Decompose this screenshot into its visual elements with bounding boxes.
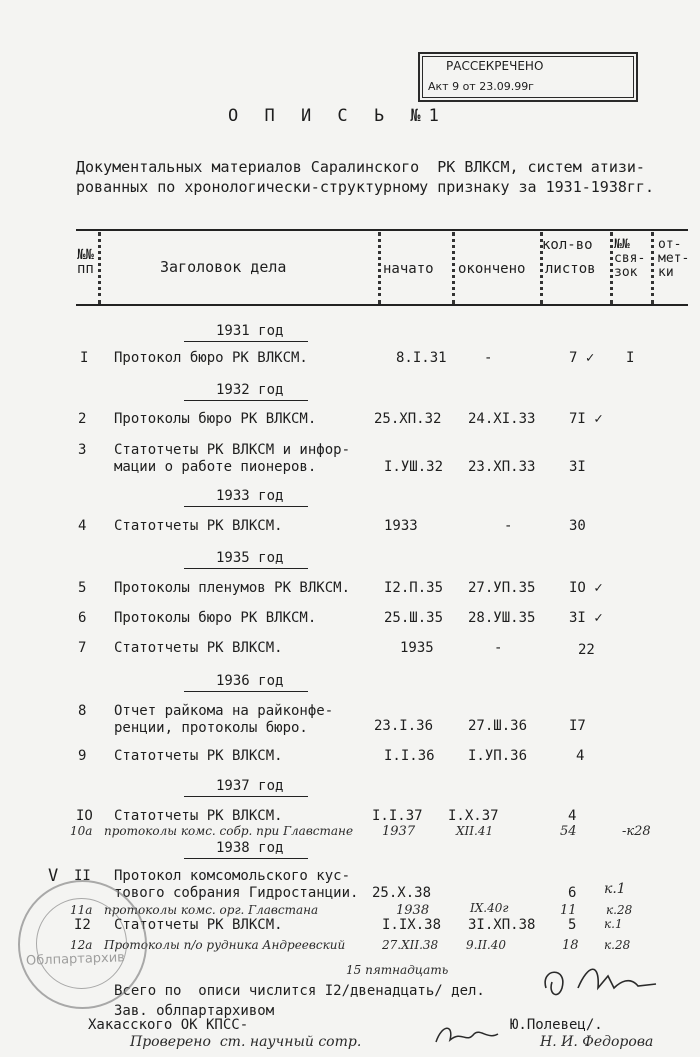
- declassified-stamp: [418, 52, 638, 102]
- row-start: 27.XII.38: [382, 938, 439, 952]
- row-start: I.I.36: [384, 748, 435, 764]
- row-number: 11а: [70, 903, 93, 917]
- row-end: 27.УП.35: [468, 580, 536, 596]
- row-number: 7: [78, 640, 87, 656]
- checker-signature: [432, 1020, 502, 1054]
- col-header-heading: Заголовок дела: [160, 258, 287, 276]
- row-title: Протокол комсомольского кус- тового собрания Гидростанции.: [114, 868, 359, 901]
- check-mark: V: [48, 866, 59, 886]
- archive-seal: [18, 880, 147, 1009]
- year-heading: 1938 год: [216, 840, 284, 856]
- footer-name: Ю.Полевец/.: [510, 1017, 603, 1033]
- year-underline: [184, 858, 308, 859]
- row-sheets: 11: [560, 903, 577, 918]
- row-start: I.IX.38: [382, 917, 442, 933]
- row-end: 3I.ХП.38: [468, 917, 536, 933]
- year-underline: [184, 568, 308, 569]
- row-number: 6: [78, 610, 87, 626]
- row-end: 9.II.40: [466, 938, 507, 952]
- row-sheets: 7 ✓: [569, 350, 595, 366]
- row-number: IO: [76, 808, 93, 824]
- row-end: 24.XI.33: [468, 411, 536, 427]
- row-bundle: к.1: [604, 881, 626, 897]
- col-header-sheets: листов: [545, 261, 596, 277]
- year-heading: 1933 год: [216, 488, 284, 504]
- row-sheets: 22: [578, 642, 595, 658]
- row-start: 25.Ш.35: [384, 610, 444, 626]
- row-sheets: 3I: [569, 459, 586, 475]
- row-sheets: 4: [576, 748, 585, 764]
- row-title: Статотчеты РК ВЛКСМ и инфор- мации о работе пионеров.: [114, 442, 351, 475]
- row-bundle: к.28: [604, 938, 631, 952]
- row-end: 28.УШ.35: [468, 610, 536, 626]
- row-number: 4: [78, 518, 87, 534]
- row-title: Протоколы бюро РК ВЛКСМ.: [114, 610, 317, 626]
- row-title: Статотчеты РК ВЛКСМ.: [114, 518, 283, 534]
- row-sheets: 54: [560, 824, 577, 839]
- row-bundle: I: [626, 350, 635, 366]
- footer-position-line-2: Хакасского ОК КПСС-: [88, 1017, 249, 1033]
- row-end: -: [504, 518, 513, 534]
- col-header-count: кол-во: [542, 237, 593, 253]
- year-underline: [184, 400, 308, 401]
- row-number: 5: [78, 580, 87, 596]
- row-sheets: 4: [568, 808, 577, 824]
- column-divider: [651, 232, 654, 304]
- column-divider: [610, 232, 613, 304]
- row-end: 23.ХП.33: [468, 459, 536, 475]
- row-title: Протокол бюро РК ВЛКСМ.: [114, 350, 308, 366]
- year-heading: 1935 год: [216, 550, 284, 566]
- row-sheets: IO ✓: [569, 580, 603, 596]
- row-start: I.УШ.32: [384, 459, 444, 475]
- row-sheets: 5: [568, 917, 577, 933]
- row-start: 23.I.36: [374, 718, 434, 734]
- document-title: О П И С Ь №1: [228, 106, 447, 126]
- row-title: Отчет райкома на райконфе- ренции, протоколы бюро.: [114, 703, 334, 736]
- row-number: 10а: [70, 824, 93, 838]
- footer-checker: Н. И. Федорова: [540, 1034, 654, 1050]
- year-underline: [184, 691, 308, 692]
- row-title: Протоколы пленумов РК ВЛКСМ.: [114, 580, 351, 596]
- year-heading: 1936 год: [216, 673, 284, 689]
- row-end: I.X.37: [448, 808, 499, 824]
- row-sheets: 3I ✓: [569, 610, 603, 626]
- row-title: Статотчеты РК ВЛКСМ.: [114, 917, 283, 933]
- footer-checked: Проверено ст. научный сотр.: [130, 1034, 362, 1050]
- row-start: 1937: [382, 824, 416, 839]
- col-header-bundle: №№ свя- зок: [614, 237, 646, 280]
- row-number: II: [74, 868, 91, 884]
- row-start: 8.I.31: [396, 350, 447, 366]
- row-title: Статотчеты РК ВЛКСМ.: [114, 640, 283, 656]
- row-start: I2.П.35: [384, 580, 444, 596]
- col-header-notes: от- мет- ки: [658, 237, 690, 280]
- column-divider: [98, 232, 101, 304]
- stamp-act-line: Акт 9 от 23.09.99г: [428, 80, 534, 93]
- row-title: Протоколы п/о рудника Андреевский: [104, 938, 346, 952]
- col-header-start: начато: [383, 261, 434, 277]
- column-divider: [378, 232, 381, 304]
- year-heading: 1937 год: [216, 778, 284, 794]
- row-end: I.УП.36: [468, 748, 528, 764]
- row-end: XII.41: [456, 824, 494, 838]
- table-top-rule: [76, 229, 688, 231]
- seal-text: Облпартархив: [25, 950, 126, 969]
- row-number: I: [80, 350, 89, 366]
- row-title: протоколы комс. собр. при Главстане: [104, 824, 354, 838]
- year-heading: 1932 год: [216, 382, 284, 398]
- footer-position-line-1: Зав. облпартархивом: [114, 1003, 275, 1019]
- row-number: 9: [78, 748, 87, 764]
- total-line: Всего по описи числится I2/двенадцать/ дел.: [114, 983, 485, 999]
- document-subtitle-line-1: Документальных материалов Саралинского РК ВЛКСМ, систем атизи-: [76, 158, 645, 176]
- row-number: 8: [78, 703, 87, 719]
- year-underline: [184, 341, 308, 342]
- row-sheets: 6: [568, 885, 577, 901]
- row-title: Протоколы бюро РК ВЛКСМ.: [114, 411, 317, 427]
- row-sheets: 7I ✓: [569, 411, 603, 427]
- row-title: протоколы комс. орг. Главстана: [104, 903, 319, 917]
- row-bundle: к.28: [606, 903, 633, 917]
- row-start: 25.X.38: [372, 885, 432, 901]
- table-header-rule: [76, 304, 688, 306]
- row-end: 27.Ш.36: [468, 718, 528, 734]
- year-underline: [184, 796, 308, 797]
- row-start: I.I.37: [372, 808, 423, 824]
- row-number: 12а: [70, 938, 93, 952]
- head-signature: [538, 958, 668, 1008]
- row-start: 25.ХП.32: [374, 411, 442, 427]
- row-bundle: -к28: [622, 824, 651, 839]
- year-underline: [184, 506, 308, 507]
- row-sheets: 18: [562, 938, 579, 953]
- total-correction: 15 пятнадцать: [346, 963, 449, 977]
- year-heading: 1931 год: [216, 323, 284, 339]
- row-number: 3: [78, 442, 87, 458]
- row-sheets: I7: [569, 718, 586, 734]
- row-number: 2: [78, 411, 87, 427]
- row-start: 1933: [384, 518, 418, 534]
- row-end: -: [484, 350, 493, 366]
- row-bundle: к.1: [604, 917, 623, 931]
- row-end: -: [494, 640, 503, 656]
- row-start: 1935: [400, 640, 434, 656]
- row-sheets: 30: [569, 518, 586, 534]
- row-end: IX.40г: [470, 901, 509, 915]
- document-subtitle-line-2: рованных по хронологически-структурному признаку за 1931-1938гг.: [76, 178, 654, 196]
- row-number: I2: [74, 917, 91, 933]
- row-title: Статотчеты РК ВЛКСМ.: [114, 748, 283, 764]
- row-start: 1938: [396, 903, 430, 918]
- row-title: Статотчеты РК ВЛКСМ.: [114, 808, 283, 824]
- stamp-title: РАССЕКРЕЧЕНО: [446, 59, 544, 73]
- col-header-end: окончено: [458, 261, 526, 277]
- column-divider: [452, 232, 455, 304]
- col-header-number: №№ пп: [77, 247, 94, 277]
